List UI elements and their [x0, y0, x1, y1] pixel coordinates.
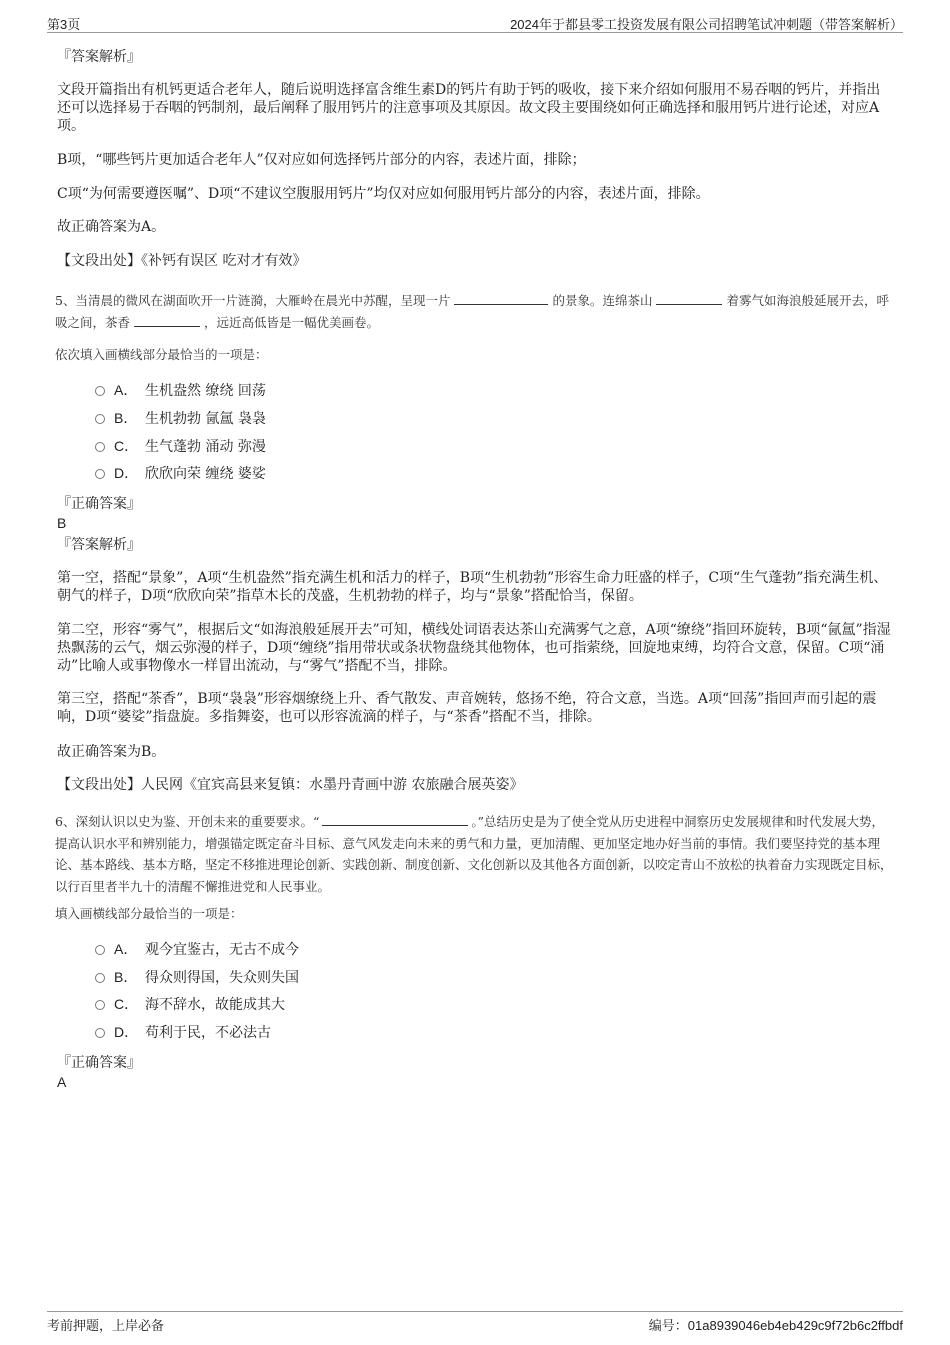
radio-icon[interactable]	[95, 1000, 105, 1010]
q5-option-b[interactable]: B． 生机勃勃 氤氲 袅袅	[95, 408, 266, 428]
q5-blank-2	[656, 291, 722, 305]
q5-answer-label: 『正确答案』	[57, 496, 141, 512]
q6-answer: A	[57, 1074, 67, 1090]
q5-analysis-p1: 第一空，搭配“景象”，A项“生机盎然”指充满生机和活力的样子，B项“生机勃勃”形容生命力旺盛的样子，C项“生气蓬勃”指充满生机、朝气的样子，D项“欣欣向荣”指草木长的茂盛，生机勃勃的样子，均与“景象”搭配恰当，保留。	[57, 570, 888, 604]
document-code: 编号：01a8939046eb4eb429c9f72b6c2ffbdf	[648, 1318, 903, 1333]
radio-icon[interactable]	[95, 973, 105, 983]
q5-analysis-p3: 第三空，搭配“茶香”，B项“袅袅”形容烟缭绕上升、香气散发、声音婉转，悠扬不绝，符合文意，当选。A项“回荡”指回声而引起的震响，D项“婆娑”指盘旋。多指舞姿，也可以形容流滴的样子，与“茶香”搭配不当，排除。	[57, 691, 877, 725]
footer-slogan: 考前押题，上岸必备	[47, 1318, 165, 1333]
q4-analysis-p1: 文段开篇指出有机钙更适合老年人，随后说明选择富含维生素D的钙片有助于钙的吸收，接下来介绍如何服用不易吞咽的钙片，并指出还可以选择易于吞咽的钙制剂，最后阐释了服用钙片的注意事项及其原因。故文段主要围绕如何正确选择和服用钙片进行论述，对应A项。	[57, 82, 881, 134]
q5-blank-1	[454, 291, 548, 305]
q6-option-d[interactable]: D． 苟利于民，不必法古	[95, 1022, 271, 1042]
q5-analysis-p2: 第二空，形容“雾气”，根据后文“如海浪般延展开去”可知，横线处词语表达茶山充满雾气之意，A项“缭绕”指回环旋转，B项“氤氲”指湿热飘荡的云气，烟云弥漫的样子，D项“缠绕”指用带状或条状物盘绕其他物体，也可指萦绕，回旋地束缚，均符合文意，保留。C项“涌动”比喻人或事物像水一样冒出流动，与“雾气”搭配不当，排除。	[57, 622, 891, 674]
q5-option-d[interactable]: D． 欣欣向荣 缠绕 婆娑	[95, 463, 266, 483]
q5-analysis-label: 『答案解析』	[57, 537, 141, 553]
q6-blank	[322, 812, 468, 826]
q4-analysis-p3: C项“为何需要遵医嘱”、D项“不建议空腹服用钙片”均仅对应如何服用钙片部分的内容，表述片面，排除。	[57, 186, 710, 202]
q5-blank-3	[134, 313, 200, 327]
page-footer	[47, 1311, 903, 1335]
radio-icon[interactable]	[95, 945, 105, 955]
q4-analysis-label: 『答案解析』	[57, 49, 141, 65]
q6-option-b[interactable]: B． 得众则得国，失众则失国	[95, 967, 299, 987]
q6-option-a[interactable]: A． 观今宜鉴古，无古不成今	[95, 939, 299, 959]
q6-prompt: 填入画横线部分最恰当的一项是：	[55, 906, 243, 921]
q5-analysis-p4: 故正确答案为B。	[57, 744, 166, 760]
q5-option-c[interactable]: C． 生气蓬勃 涌动 弥漫	[95, 436, 266, 456]
q4-analysis-p4: 故正确答案为A。	[57, 219, 166, 235]
radio-icon[interactable]	[95, 386, 105, 396]
q5-prompt: 依次填入画横线部分最恰当的一项是：	[55, 347, 268, 362]
q4-analysis-p2: B项，“哪些钙片更加适合老年人”仅对应如何选择钙片部分的内容，表述片面，排除；	[57, 152, 586, 168]
page-header	[47, 14, 903, 33]
q4-source: 【文段出处】《补钙有误区 吃对才有效》	[57, 253, 307, 269]
document-title: 2024年于都县零工投资发展有限公司招聘笔试冲刺题（带答案解析）	[510, 17, 903, 32]
page-number: 第3页	[47, 17, 81, 32]
radio-icon[interactable]	[95, 414, 105, 424]
q5-stem: 5、当清晨的微风在湖面吹开一片涟漪，大雁岭在晨光中苏醒，呈现一片 的景象。连绵茶山 着雾气如海浪般延展开去，呼吸之间，茶香 ，远近高低皆是一幅优美画卷。	[55, 293, 889, 330]
q5-option-a[interactable]: A． 生机盎然 缭绕 回荡	[95, 380, 266, 400]
radio-icon[interactable]	[95, 1028, 105, 1038]
radio-icon[interactable]	[95, 442, 105, 452]
q6-option-c[interactable]: C． 海不辞水，故能成其大	[95, 994, 285, 1014]
q5-answer: B	[57, 515, 67, 531]
q5-source: 【文段出处】人民网《宜宾高县来复镇：水墨丹青画中游 农旅融合展英姿》	[57, 777, 524, 793]
radio-icon[interactable]	[95, 469, 105, 479]
q6-stem: 6、深刻认识以史为鉴、开创未来的重要要求。“ 。”总结历史是为了使全党从历史进程中洞察历史发展规律和时代发展大势，提高认识水平和辨别能力，增强锚定既定奋斗目标、意气风发走向未来的勇气和力量，更加清醒、更加坚定地办好当前的事情。我们要坚持党的基本理论、基本路线、基本方略，坚定不移推进理论创新、实践创新、制度创新、文化创新以及其他各方面创新，以咬定青山不放松的执着奋力实现既定目标，以行百里者半九十的清醒不懈推进党和人民事业。	[55, 814, 893, 894]
q6-answer-label: 『正确答案』	[57, 1055, 141, 1071]
